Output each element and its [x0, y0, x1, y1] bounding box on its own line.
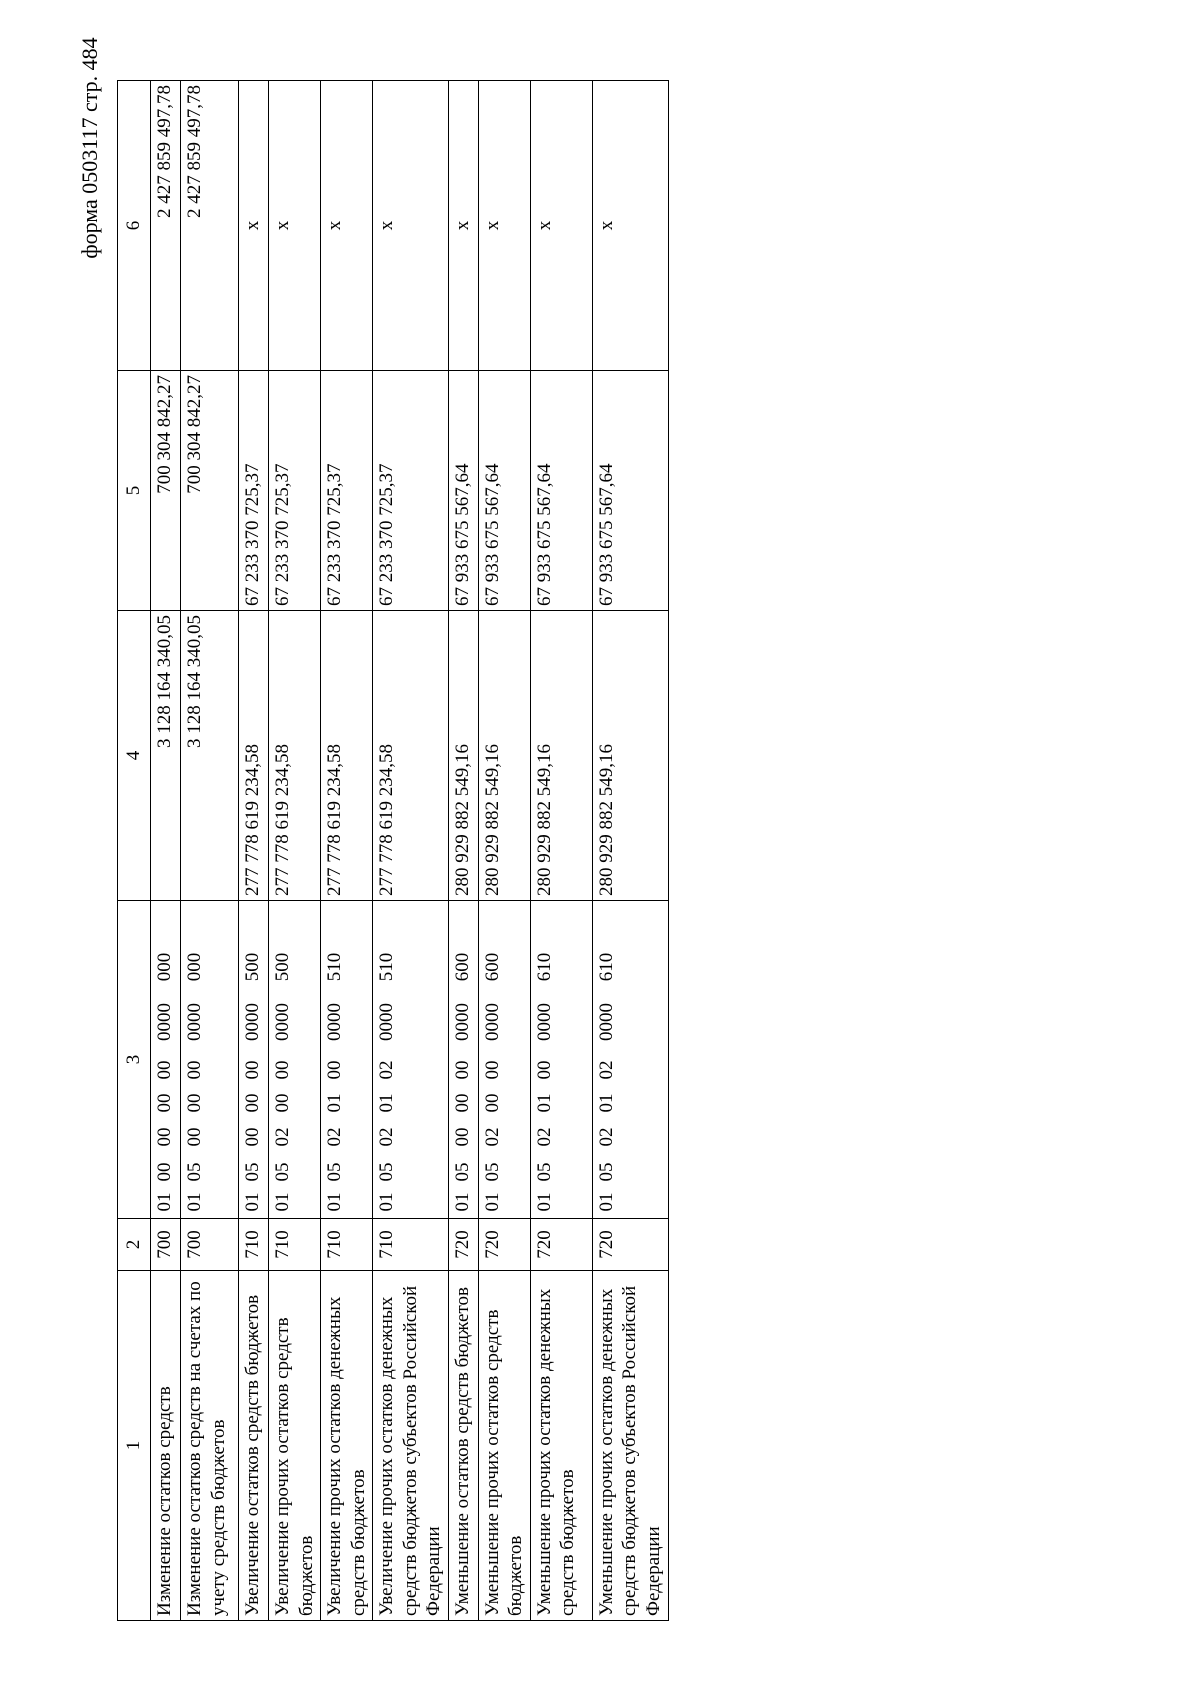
table-row	[151, 81, 181, 1621]
budget-code-part: 0000	[481, 1003, 503, 1041]
budget-code-part: 01	[533, 1093, 555, 1113]
budget-code-part: 000	[184, 952, 205, 982]
row-name-cell: Уменьшение прочих остатков средств бюджетов	[478, 1271, 530, 1621]
budget-code-part: 02	[376, 1060, 398, 1080]
amount-col6-cell: x	[239, 81, 269, 371]
budget-code-cell	[530, 901, 592, 1219]
amount-col5-cell: 67 933 675 567,64	[478, 371, 530, 611]
budget-code-part: 01	[451, 1192, 473, 1212]
budget-code-part: 05	[481, 1162, 503, 1182]
amount-col6-cell: x	[478, 81, 530, 371]
budget-code-part: 0000	[272, 1003, 293, 1041]
budget-code-part: 610	[595, 952, 617, 982]
amount-col4-cell: 3 128 164 340,05	[181, 611, 239, 901]
budget-code-part: 0000	[376, 1003, 398, 1041]
budget-code-part: 01	[595, 1093, 617, 1113]
amount-col4-cell: 277 778 619 234,58	[239, 611, 269, 901]
budget-code-cell	[592, 901, 668, 1219]
row-name-cell: Уменьшение прочих остатков денежных средств бюджетов	[530, 1271, 592, 1621]
budget-code-part: 05	[272, 1162, 293, 1182]
budget-code-part: 0000	[451, 1003, 473, 1041]
budget-code-cell	[321, 901, 373, 1219]
budget-code-part: 0000	[324, 1003, 346, 1041]
budget-code-part: 01	[595, 1192, 617, 1212]
amount-col6-cell: 2 427 859 497,78	[151, 81, 181, 371]
header-cell-1: 1	[118, 1271, 151, 1621]
amount-col5-cell: 67 233 370 725,37	[373, 371, 449, 611]
header-row	[118, 81, 151, 1621]
amount-col4-cell: 277 778 619 234,58	[373, 611, 449, 901]
budget-code-cell	[151, 901, 181, 1219]
budget-code-part: 00	[451, 1127, 473, 1147]
budget-code-part: 500	[242, 952, 263, 982]
budget-code-part: 05	[376, 1162, 398, 1182]
line-code-cell: 700	[181, 1219, 239, 1271]
budget-code-part: 02	[595, 1127, 617, 1147]
budget-code-part: 00	[184, 1127, 205, 1147]
budget-code-part: 01	[184, 1192, 205, 1212]
budget-code-part: 00	[272, 1060, 293, 1080]
amount-col5-cell: 67 933 675 567,64	[592, 371, 668, 611]
header-cell-5: 5	[118, 371, 151, 611]
header-cell-2: 2	[118, 1219, 151, 1271]
line-code-cell: 710	[321, 1219, 373, 1271]
table-row	[321, 81, 373, 1621]
budget-code-part: 01	[154, 1192, 175, 1212]
amount-col6-cell: x	[373, 81, 449, 371]
amount-col4-cell: 280 929 882 549,16	[478, 611, 530, 901]
row-name-cell: Увеличение остатков средств бюджетов	[239, 1271, 269, 1621]
amount-col6-cell: 2 427 859 497,78	[181, 81, 239, 371]
budget-code-part: 02	[595, 1060, 617, 1080]
budget-code-part: 05	[533, 1162, 555, 1182]
amount-col6-cell: x	[530, 81, 592, 371]
budget-code-part: 01	[376, 1093, 398, 1113]
header-cell-4: 4	[118, 611, 151, 901]
header-cell-6: 6	[118, 81, 151, 371]
row-name-cell: Уменьшение прочих остатков денежных средств бюджетов субъектов Российской Федерации	[592, 1271, 668, 1621]
amount-col5-cell: 67 233 370 725,37	[239, 371, 269, 611]
page-label-text: форма 0503117 стр. 484	[77, 37, 102, 259]
budget-code-part: 0000	[154, 1003, 175, 1041]
row-name-cell: Изменение остатков средств	[151, 1271, 181, 1621]
budget-code-part: 00	[481, 1060, 503, 1080]
budget-code-part: 05	[451, 1162, 473, 1182]
row-name-cell: Увеличение прочих остатков денежных средств бюджетов субъектов Российской Федерации	[373, 1271, 449, 1621]
budget-code-cell	[269, 901, 321, 1219]
amount-col5-cell: 67 933 675 567,64	[530, 371, 592, 611]
budget-code-part: 00	[272, 1093, 293, 1113]
budget-code-part: 500	[272, 952, 293, 982]
budget-code-part: 01	[242, 1192, 263, 1212]
budget-code-part: 00	[154, 1162, 175, 1182]
budget-code-part: 00	[242, 1127, 263, 1147]
table-row	[478, 81, 530, 1621]
budget-code-cell	[181, 901, 239, 1219]
budget-code-part: 00	[324, 1060, 346, 1080]
budget-code-part: 510	[376, 952, 398, 982]
line-code-cell: 710	[269, 1219, 321, 1271]
budget-code-part: 02	[272, 1127, 293, 1147]
amount-col5-cell: 67 233 370 725,37	[269, 371, 321, 611]
row-name-cell: Увеличение прочих остатков денежных средств бюджетов	[321, 1271, 373, 1621]
budget-code-part: 01	[272, 1192, 293, 1212]
budget-code-part: 0000	[184, 1003, 205, 1041]
table-row	[239, 81, 269, 1621]
rotated-table-frame	[117, 81, 665, 1621]
budget-code-part: 00	[154, 1093, 175, 1113]
budget-code-part: 000	[154, 952, 175, 982]
rotated-table-container	[117, 81, 665, 1621]
table-row	[530, 81, 592, 1621]
budget-code-part: 00	[184, 1093, 205, 1113]
budget-code-part: 00	[451, 1093, 473, 1113]
budget-code-part: 02	[376, 1127, 398, 1147]
budget-code-cell	[478, 901, 530, 1219]
budget-code-part: 600	[481, 952, 503, 982]
budget-code-part: 00	[242, 1093, 263, 1113]
budget-code-part: 01	[324, 1093, 346, 1113]
amount-col6-cell: x	[269, 81, 321, 371]
amount-col4-cell: 277 778 619 234,58	[269, 611, 321, 901]
budget-code-part: 01	[533, 1192, 555, 1212]
budget-code-part: 05	[324, 1162, 346, 1182]
budget-code-part: 600	[451, 952, 473, 982]
budget-code-part: 0000	[595, 1003, 617, 1041]
line-code-cell: 720	[448, 1219, 478, 1271]
line-code-cell: 720	[478, 1219, 530, 1271]
amount-col4-cell: 280 929 882 549,16	[592, 611, 668, 901]
budget-code-part: 05	[595, 1162, 617, 1182]
budget-code-cell	[239, 901, 269, 1219]
amount-col4-cell: 280 929 882 549,16	[448, 611, 478, 901]
table-row	[373, 81, 449, 1621]
amount-col4-cell: 3 128 164 340,05	[151, 611, 181, 901]
budget-code-part: 00	[533, 1060, 555, 1080]
budget-code-part: 05	[242, 1162, 263, 1182]
budget-code-part: 00	[154, 1060, 175, 1080]
budget-code-part: 00	[154, 1127, 175, 1147]
amount-col6-cell: x	[592, 81, 668, 371]
budget-code-part: 510	[324, 952, 346, 982]
budget-code-part: 01	[324, 1192, 346, 1212]
budget-code-part: 02	[324, 1127, 346, 1147]
amount-col6-cell: x	[448, 81, 478, 371]
budget-code-part: 02	[533, 1127, 555, 1147]
row-name-cell: Уменьшение остатков средств бюджетов	[448, 1271, 478, 1621]
line-code-cell: 720	[592, 1219, 668, 1271]
budget-code-part: 02	[481, 1127, 503, 1147]
budget-code-part: 0000	[242, 1003, 263, 1041]
sources-table	[117, 80, 669, 1621]
budget-code-part: 00	[481, 1093, 503, 1113]
table-row	[448, 81, 478, 1621]
line-code-cell: 700	[151, 1219, 181, 1271]
budget-code-part: 05	[184, 1162, 205, 1182]
line-code-cell: 720	[530, 1219, 592, 1271]
table-row	[181, 81, 239, 1621]
budget-code-cell	[448, 901, 478, 1219]
table-row	[592, 81, 668, 1621]
row-name-cell: Изменение остатков средств на счетах по учету средств бюджетов	[181, 1271, 239, 1621]
amount-col4-cell: 277 778 619 234,58	[321, 611, 373, 901]
budget-code-part: 01	[481, 1192, 503, 1212]
amount-col5-cell: 67 933 675 567,64	[448, 371, 478, 611]
amount-col6-cell: x	[321, 81, 373, 371]
page-label	[77, 37, 102, 259]
row-name-cell: Увеличение прочих остатков средств бюджетов	[269, 1271, 321, 1621]
budget-code-part: 01	[376, 1192, 398, 1212]
line-code-cell: 710	[239, 1219, 269, 1271]
table-row	[269, 81, 321, 1621]
amount-col5-cell: 700 304 842,27	[181, 371, 239, 611]
line-code-cell: 710	[373, 1219, 449, 1271]
amount-col4-cell: 280 929 882 549,16	[530, 611, 592, 901]
budget-code-cell	[373, 901, 449, 1219]
header-cell-3: 3	[118, 901, 151, 1219]
budget-code-part: 610	[533, 952, 555, 982]
budget-code-part: 00	[242, 1060, 263, 1080]
budget-code-part: 00	[451, 1060, 473, 1080]
budget-code-part: 00	[184, 1060, 205, 1080]
amount-col5-cell: 67 233 370 725,37	[321, 371, 373, 611]
amount-col5-cell: 700 304 842,27	[151, 371, 181, 611]
budget-code-part: 0000	[533, 1003, 555, 1041]
